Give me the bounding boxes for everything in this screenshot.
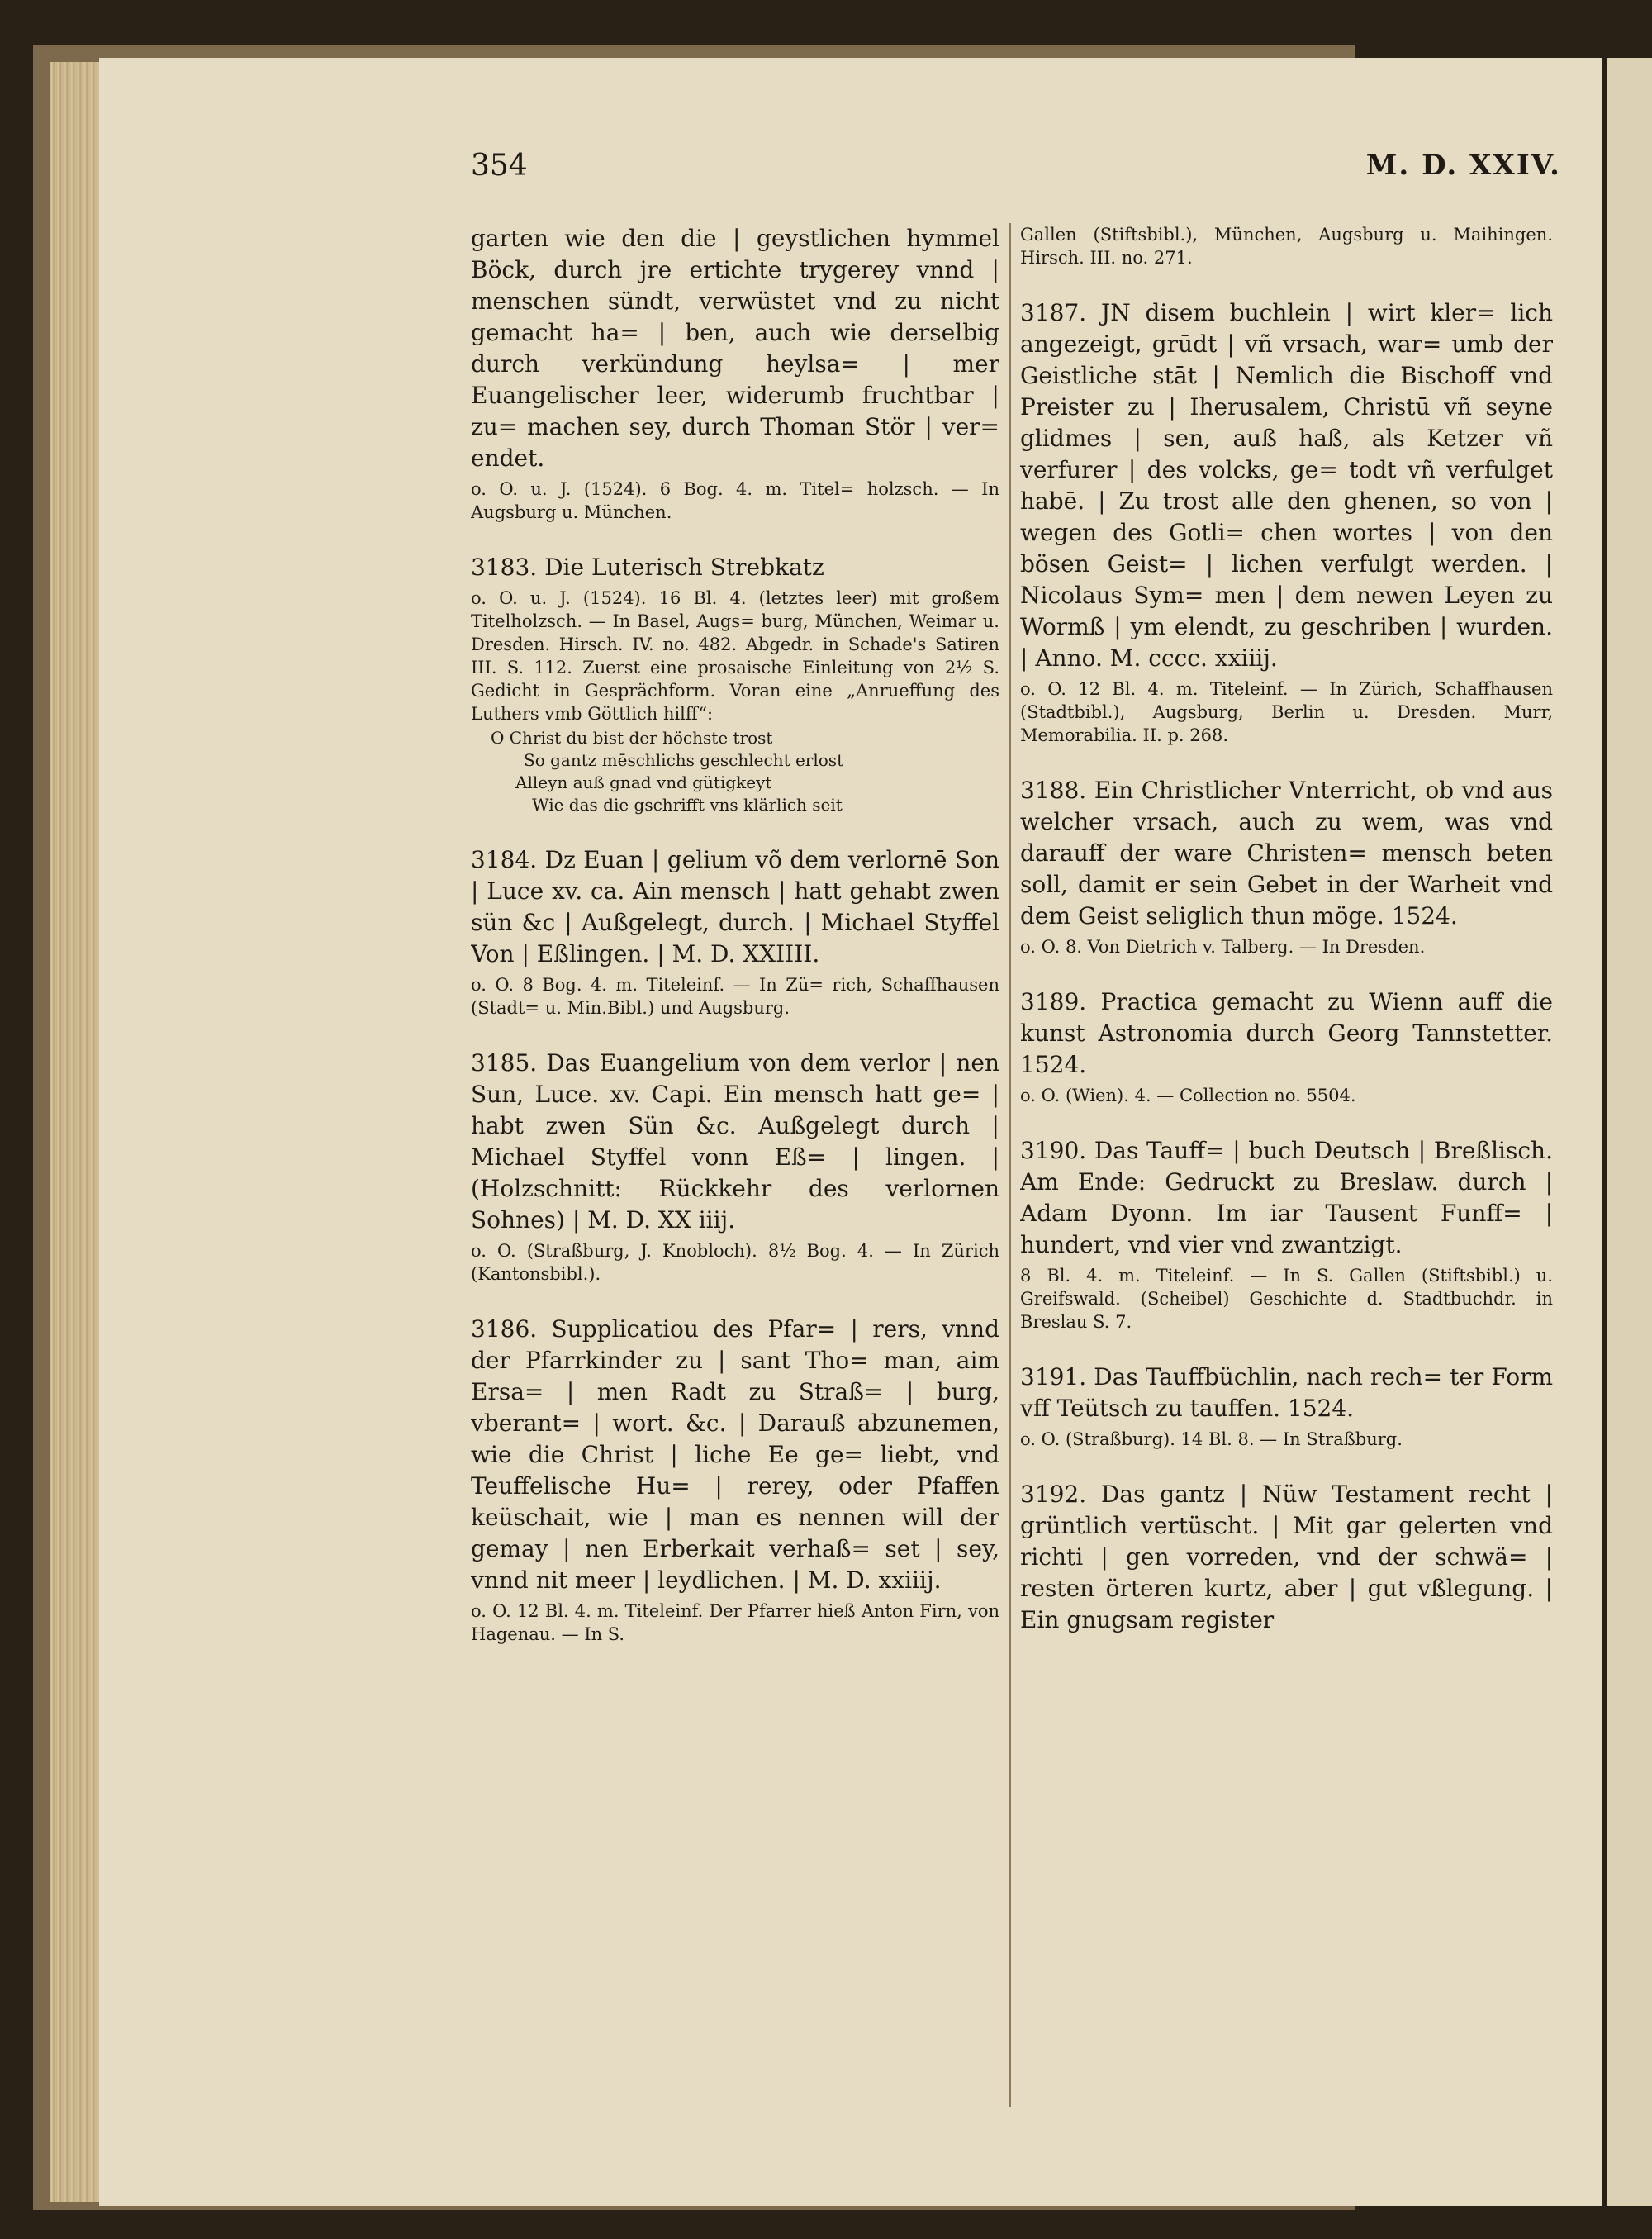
running-title: M. D. XXIV. (1365, 149, 1561, 182)
entry-note: o. O. u. J. (1524). 16 Bl. 4. (letztes leer) mit großem Titelholzsch. — In Basel, Augs= burg, München, Weimar u. Dresden. Hirsch. IV. no. 482. Abgedr. in Schade's Satiren III. S. 112. Zuerst eine prosaische Einleitung von 2½ S. Gedicht in Gesprächform. Voran eine „Anrueffung des Luthers vmb Göttlich hilff“: (471, 588, 999, 724)
entry-continuation (471, 223, 999, 524)
entry-title: Das Euangelium von dem verlor | nen Sun, Luce. xv. Capi. Ein mensch hatt ge= | habt zwen Sün &c. Außgelegt durch | Michael Styffel vonn Eß= | lingen. | (Holzschnitt: Rückkehr des verlornen Sohnes) | M. D. XX iiij. (471, 1049, 999, 1234)
column-divider (1009, 223, 1011, 2107)
entry-note: o. O. (Straßburg). 14 Bl. 8. — In Straßburg. (1020, 1429, 1403, 1449)
left-column (471, 223, 999, 2173)
entry-3188 (1020, 775, 1553, 958)
next-page-edge (1607, 58, 1652, 2206)
entry-number: 3189. (1020, 988, 1087, 1015)
entry-number: 3190. (1020, 1137, 1087, 1164)
entry-continuation (1020, 223, 1553, 269)
entry-note: o. O. 12 Bl. 4. m. Titeleinf. Der Pfarrer hieß Anton Firn, von Hagenau. — In S. (471, 1601, 999, 1644)
entry-note: o. O. (Straßburg, J. Knobloch). 8½ Bog. 4. — In Zürich (Kantonsbibl.). (471, 1241, 999, 1284)
entry-3183 (471, 552, 999, 816)
entry-text: garten wie den die | geystlichen hymmel Böck, durch jre ertichte trygerey vnnd | menschen sündt, verwüstet vnd zu nicht gemacht ha= | ben, auch wie derselbig durch verkündung heylsa= | mer Euangelischer leer, widerumb fruchtbar | zu= machen sey, durch Thoman Stör | ver= endet. (471, 225, 999, 472)
verse-line: Wie das die gschrifft vns klärlich seit (532, 795, 843, 815)
entry-title: Das Tauffbüchlin, nach rech= ter Form vff Teütsch zu tauffen. 1524. (1020, 1363, 1553, 1422)
entry-3185 (471, 1048, 999, 1286)
verse-line: So gantz mēschlichs geschlecht erlost (524, 750, 844, 770)
right-column (1020, 223, 1553, 2173)
entry-note: Gallen (Stiftsbibl.), München, Augsburg u. Maihingen. Hirsch. III. no. 271. (1020, 225, 1553, 268)
entry-3189 (1020, 986, 1553, 1107)
entry-title: Ein Christlicher Vnterricht, ob vnd aus welcher vrsach, auch zu wem, was vnd darauff der ware Christen= mensch beten soll, damit er sein Gebet in der Warheit vnd dem Geist seliglich thun möge. 1524. (1020, 777, 1553, 929)
entry-number: 3188. (1020, 777, 1087, 804)
page-number: 354 (471, 149, 528, 183)
entry-note: o. O. 8. Von Dietrich v. Talberg. — In Dresden. (1020, 937, 1426, 957)
entry-3186 (471, 1314, 999, 1646)
entry-note: o. O. 8 Bog. 4. m. Titeleinf. — In Zü= rich, Schaffhausen (Stadt= u. Min.Bibl.) und Augsburg. (471, 975, 999, 1018)
entry-note: o. O. (Wien). 4. — Collection no. 5504. (1020, 1086, 1356, 1105)
entry-number: 3185. (471, 1049, 538, 1077)
entry-3187 (1020, 297, 1553, 747)
entry-3184 (471, 844, 999, 1020)
entry-title: Das gantz | Nüw Testament recht | grüntlich vertüscht. | Mit gar gelerten vnd richti | gen vorreden, vnd der schwä= | resten örteren kurtz, aber | gut vßlegung. | Ein gnugsam register (1020, 1481, 1553, 1633)
verse-line: O Christ du bist der höchste trost (491, 728, 773, 748)
entry-title: Das Tauff= | buch Deutsch | Breßlisch. Am Ende: Gedruckt zu Breslaw. durch | Adam Dyonn. Im iar Tausent Funff= | hundert, vnd vier vnd zwantzigt. (1020, 1137, 1553, 1258)
entry-note: 8 Bl. 4. m. Titeleinf. — In S. Gallen (Stiftsbibl.) u. Greifswald. (Scheibel) Geschichte d. Stadtbuchdr. in Breslau S. 7. (1020, 1266, 1553, 1332)
verse-line: Alleyn auß gnad vnd gütigkeyt (515, 772, 772, 792)
entry-title: JN disem buchlein | wirt kler= lich angezeigt, grūdt | vñ vrsach, war= umb der Geistliche stāt | Nemlich die Bischoff vnd Preister zu | Iherusalem, Christū vñ seyne glidmes | sen, auß haß, als Ketzer vñ verfurer | des volcks, ge= todt vñ verfulget habē. | Zu trost alle den ghenen, so von | wegen des Gotli= chen wortes | von den bösen Geist= | lichen verfulgt werden. | Nicolaus Sym= men | dem newen Leyen zu Wormß | ym elendt, zu geschriben | wurden. | Anno. M. cccc. xxiiij. (1020, 299, 1553, 672)
entry-3191 (1020, 1362, 1553, 1451)
entry-note: o. O. u. J. (1524). 6 Bog. 4. m. Titel= holzsch. — In Augsburg u. München. (471, 479, 999, 522)
entry-title: Practica gemacht zu Wienn auff die kunst Astronomia durch Georg Tannstetter. 1524. (1020, 988, 1553, 1078)
entry-number: 3192. (1020, 1481, 1087, 1508)
entry-number: 3186. (471, 1315, 538, 1343)
entry-number: 3187. (1020, 299, 1087, 326)
entry-number: 3184. (471, 846, 538, 873)
entry-3192 (1020, 1479, 1553, 1636)
entry-number: 3183. (471, 554, 538, 581)
entry-title: Supplicatiou des Pfar= | rers, vnnd der Pfarrkinder zu | sant Tho= man, aim Ersa= | men Radt zu Straß= | burg, vberant= | wort. &c. | Darauß abzunemen, wie die Christ | liche Ee ge= liebt, vnd Teuffelische Hu= | rerey, oder Pfaffen keüschait, wie | man es nennen will der gemay | nen Erberkait verhaß= set | sey, vnnd nit meer | leydlichen. | M. D. xxiiij. (471, 1315, 999, 1594)
entry-title: Die Luterisch Strebkatz (544, 554, 824, 581)
entry-note: o. O. 12 Bl. 4. m. Titeleinf. — In Zürich, Schaffhausen (Stadtbibl.), Augsburg, Berlin u. Dresden. Murr, Memorabilia. II. p. 268. (1020, 679, 1553, 745)
entry-3190 (1020, 1135, 1553, 1333)
entry-number: 3191. (1020, 1363, 1087, 1390)
verse (471, 727, 999, 816)
page-header (471, 149, 1561, 198)
entry-title: Dz Euan | gelium võ dem verlornē Son | Luce xv. ca. Ain mensch | hatt gehabt zwen sün &c | Außgelegt, durch. | Michael Styffel Von | Eßlingen. | M. D. XXIIII. (471, 846, 999, 967)
